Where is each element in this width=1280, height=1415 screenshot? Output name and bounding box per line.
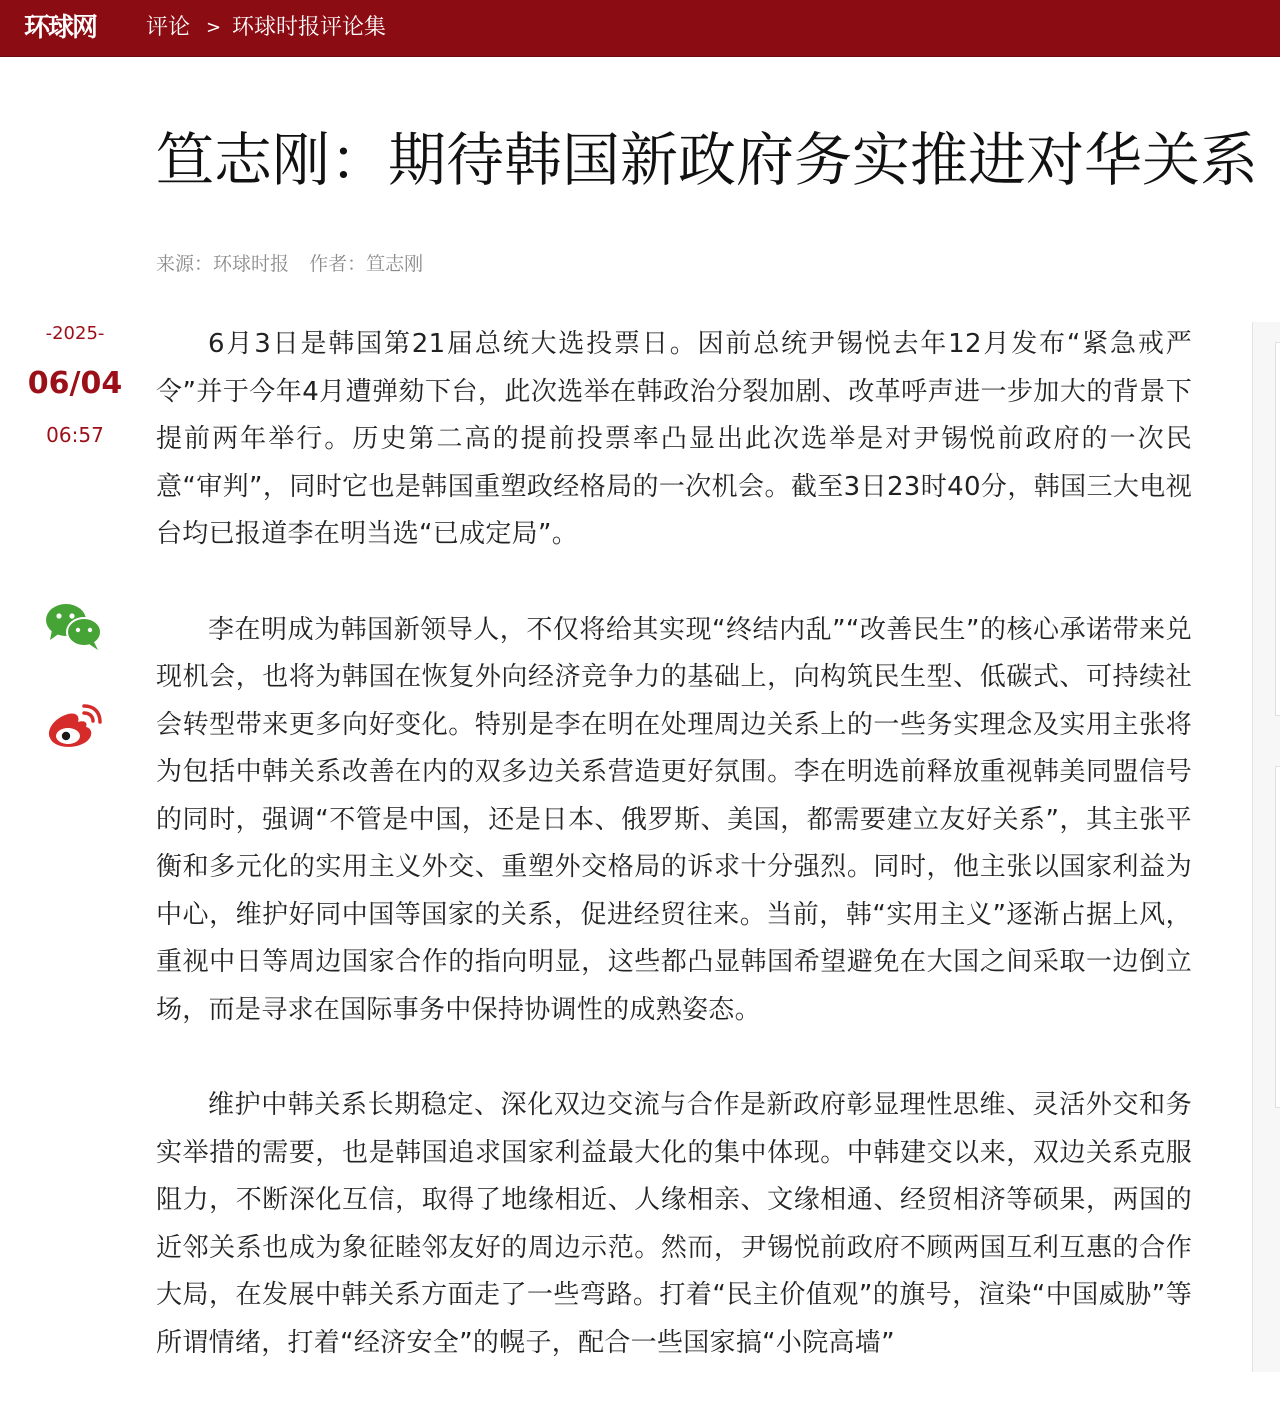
article-paragraph: 李在明成为韩国新领导人，不仅将给其实现“终结内乱”“改善民生”的核心承诺带来兑现机会，也将为韩国在恢复外向经济竞争力的基础上，向构筑民生型、低碳式、可持续社会转型带来更多向好变化。特别是李在明在处理周边关系上的一些务实理念及实用主张将为包括中韩关系改善在内的双多边关系营造更好氛围。李在明选前释放重视韩美同盟信号的同时，强调“不管是中国，还是日本、俄罗斯、美国，都需要建立友好关系”，其主张平衡和多元化的实用主义外交、重塑外交格局的诉求十分强烈。同时，他主张以国家利益为中心，维护好同中国等国家的关系，促进经贸往来。当前，韩“实用主义”逐渐占据上风，重视中日等周边国家合作的指向明显，这些都凸显韩国希望避免在大国之间采取一边倒立场，而是寻求在国际事务中保持协调性的成熟姿态。	[156, 614, 1192, 1025]
article-paragraph: 6月3日是韩国第21届总统大选投票日。因前总统尹锡悦去年12月发布“紧急戒严令”并于今年4月遭弹劾下台，此次选举在韩政治分裂加剧、改革呼声进一步加大的背景下提前两年举行。历史第二高的提前投票率凸显出此次选举是对尹锡悦前政府的一次民意“审判”，同时它也是韩国重塑政经格局的一次机会。截至3日23时40分，韩国三大电视台均已报道李在明当选“已成定局”。	[156, 329, 1192, 549]
article-paragraph: 维护中韩关系长期稳定、深化双边交流与合作是新政府彰显理性思维、灵活外交和务实举措的需要，也是韩国追求国家利益最大化的集中体现。中韩建交以来，双边关系克服阻力，不断深化互信，取得了地缘相近、人缘相亲、文缘相通、经贸相济等硕果，两国的近邻关系也成为象征睦邻友好的周边示范。然而，尹锡悦前政府不顾两国互利互惠的合作大局，在发展中韩关系方面走了一些弯路。打着“民主价值观”的旗号，渲染“中国威胁”等所谓情绪，打着“经济安全”的幌子，配合一些国家搞“小院高墙”	[156, 1090, 1192, 1358]
sidebar-panel	[1275, 342, 1280, 716]
publish-time: 06:57	[46, 423, 104, 447]
article-title: 笪志刚：期待韩国新政府务实推进对华关系	[156, 126, 1259, 194]
article-source: 来源：环球时报	[156, 253, 290, 275]
site-header	[0, 0, 1280, 57]
share-weibo-button[interactable]	[44, 700, 104, 752]
share-wechat-button[interactable]	[44, 600, 104, 652]
right-sidebar	[1252, 322, 1280, 1372]
breadcrumb-comment[interactable]: 评论	[146, 15, 191, 40]
sidebar-panel	[1275, 766, 1280, 1108]
article-meta	[156, 248, 437, 280]
weibo-icon	[44, 700, 104, 752]
wechat-icon	[44, 600, 104, 652]
publish-date: 06/04	[27, 366, 123, 401]
breadcrumb-global-times-collection[interactable]: 环球时报评论集	[232, 15, 387, 40]
breadcrumb-separator: >	[206, 17, 222, 38]
publish-year: -2025-	[45, 323, 105, 344]
article-body	[156, 321, 1192, 1415]
site-logo[interactable]: 环球网	[24, 13, 97, 43]
article-author: 作者：笪志刚	[309, 253, 424, 275]
